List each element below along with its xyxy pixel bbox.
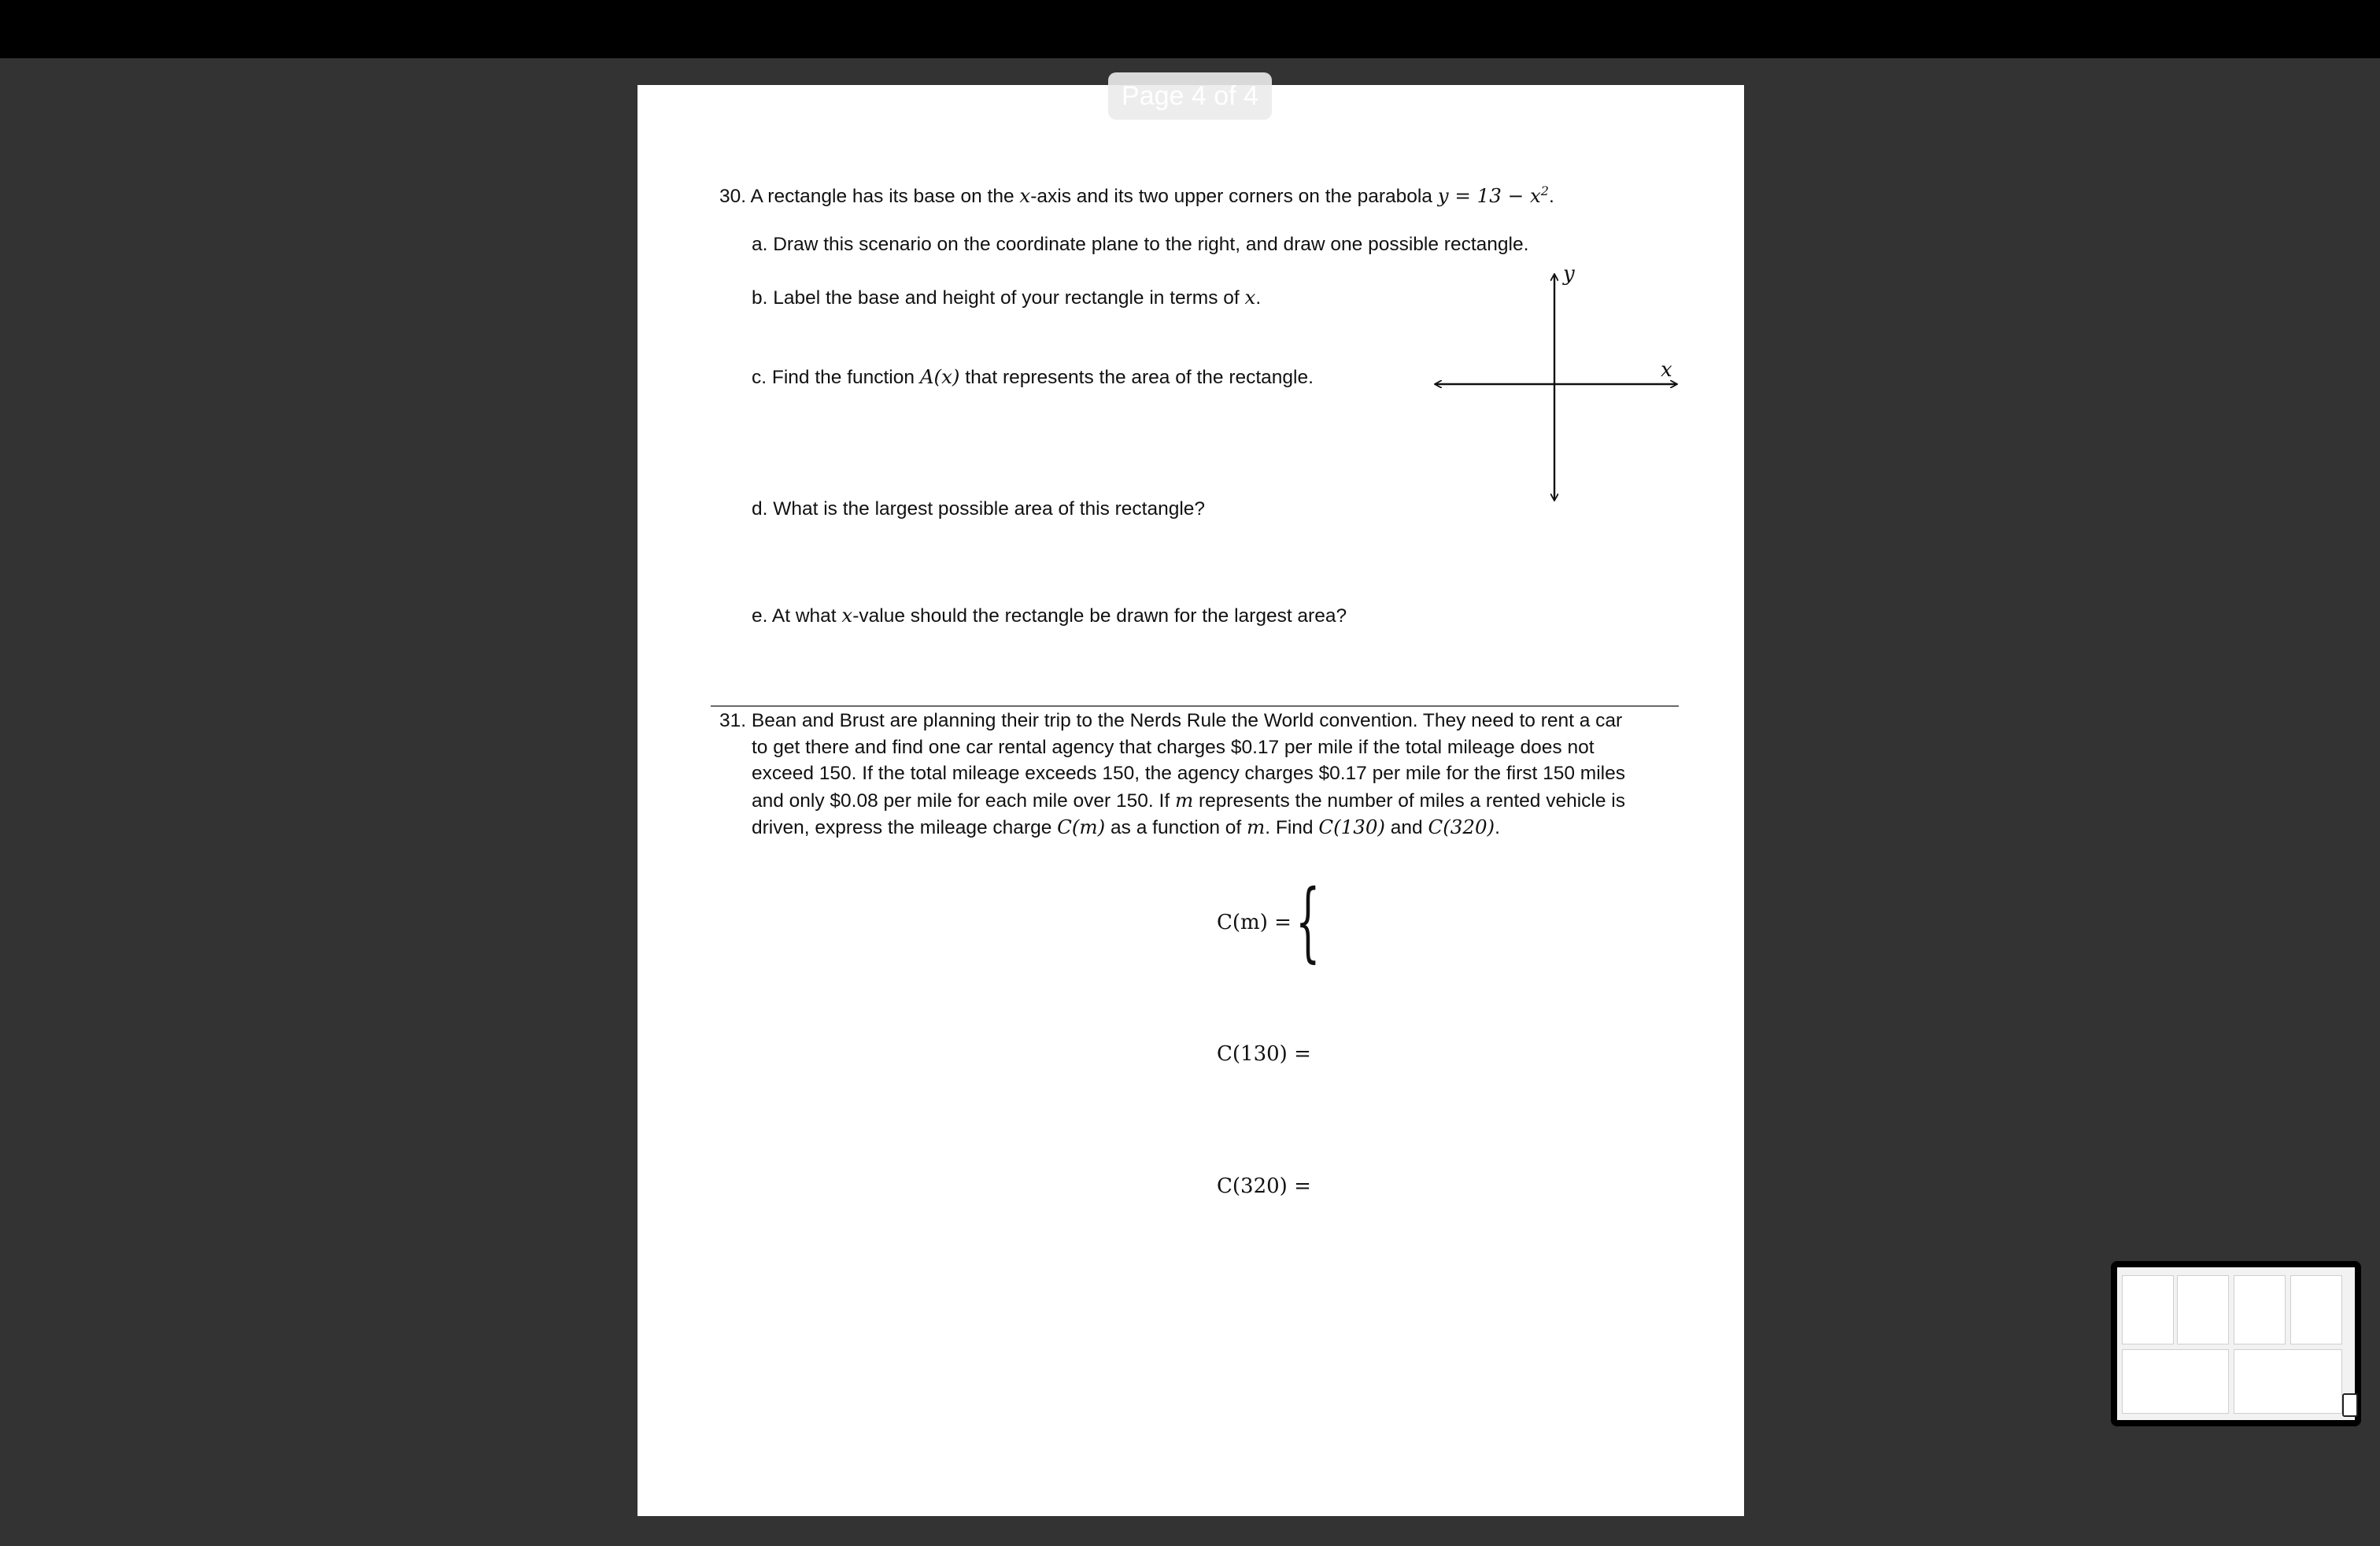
thumbnail-page-6[interactable] [2234, 1349, 2342, 1414]
question-30c: c. Find the function A(x) that represents the area of the rectangle. [752, 365, 1314, 388]
window-top-bar [0, 0, 2380, 58]
page-navigator[interactable] [2111, 1261, 2361, 1426]
question-31-prompt: 31. Bean and Brust are planning their trip to the Nerds Rule the World convention. They need to rent a car to get there and find one car rental agency that charges $0.17 per mile if the total mileage does not exceed 150. If the total mileage exceeds 150, the agency charges $0.17 per mile for the first 150 miles and only $0.08 per mile for each mile over 150. If m represents the number of miles a rented vehicle is driven, express the mileage charge C(m) as a function of m. Find C(130) and C(320). [719, 710, 1625, 839]
question-30-prompt: 30. A rectangle has its base on the x-axis and its two upper corners on the parabola $y = 13 - x^2$. [719, 183, 1554, 208]
thumbnail-page-1[interactable] [2122, 1275, 2174, 1344]
x-axis-label: x [1661, 358, 1672, 382]
page-indicator: Page 4 of 4 [1108, 72, 1272, 120]
question-30b: b. Label the base and height of your rectangle in terms of x. [752, 286, 1262, 309]
page-navigator-preview [2117, 1267, 2355, 1420]
y-axis-label: y [1563, 262, 1575, 286]
question-30d: d. What is the largest possible area of this rectangle? [752, 498, 1206, 520]
equation-c-of-m: C(m) = [1217, 911, 1292, 934]
coordinate-axes [1432, 268, 1684, 504]
question-30a: a. Draw this scenario on the coordinate plane to the right, and draw one possible rectangle. [752, 234, 1529, 255]
thumbnail-page-2[interactable] [2177, 1275, 2229, 1344]
thumbnail-page-5[interactable] [2122, 1349, 2229, 1414]
equation-c-320: C(320) = [1217, 1174, 1311, 1198]
thumbnail-page-3[interactable] [2234, 1275, 2286, 1344]
piecewise-brace: { [1295, 871, 1321, 971]
thumbnail-page-4[interactable] [2290, 1275, 2342, 1344]
equation-c-130: C(130) = [1217, 1042, 1311, 1066]
question-30e: e. At what x-value should the rectangle be drawn for the largest area? [752, 604, 1347, 627]
question-divider [711, 705, 1679, 707]
navigator-scroll-handle[interactable] [2342, 1393, 2358, 1417]
